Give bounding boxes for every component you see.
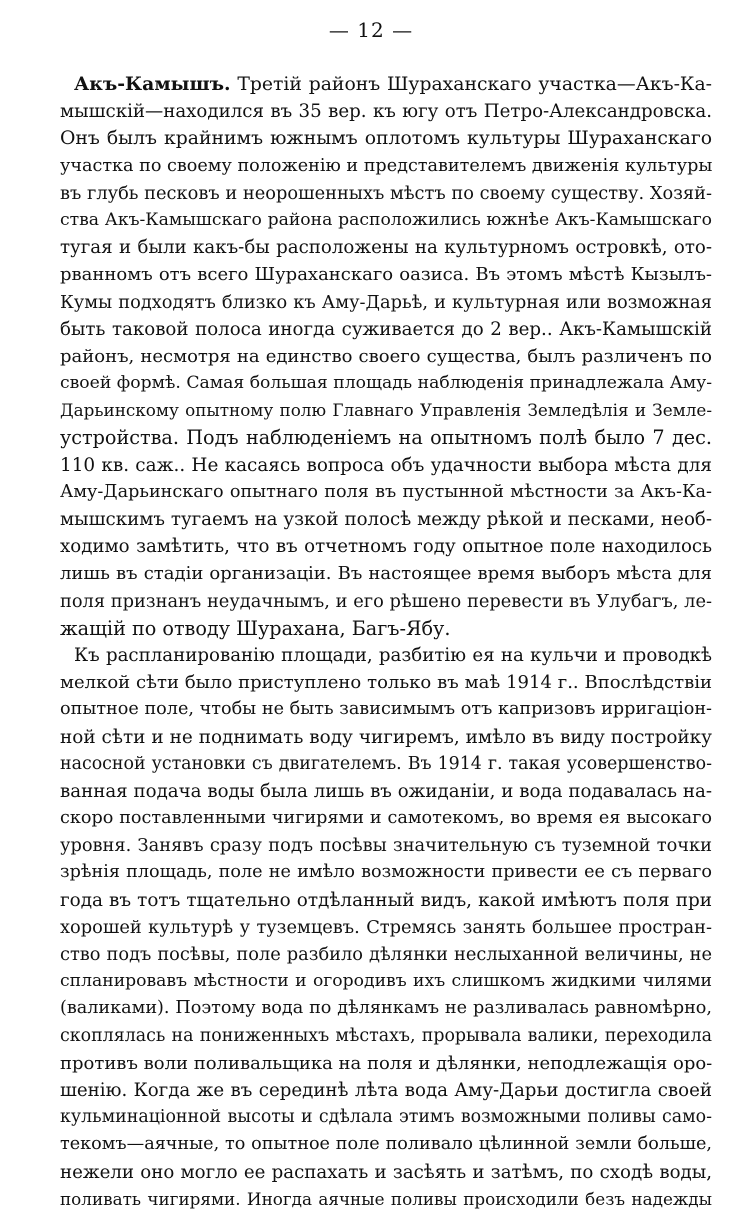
page-number: — 12 —: [328, 18, 414, 42]
text-line: районъ, несмотря на единство своего существа, былъ различенъ по: [60, 345, 712, 367]
text-line: жащій по отводу Шурахана, Багъ-Ябу.: [60, 616, 451, 640]
text-line: поля признанъ неудачнымъ, и его рѣшено перевести въ Улубагъ, ле-: [60, 590, 712, 612]
text-line: 110 кв. саж.. Не касаясь вопроса объ удачности выбора мѣста для: [60, 454, 712, 476]
text-line: мелкой сѣти было приступлено только въ маѣ 1914 г.. Впослѣдствіи: [60, 672, 712, 694]
text-line: спланировавъ мѣстности и огородивъ ихъ слишкомъ жидкими чилями: [60, 971, 712, 992]
text-line: кульминаціонной высоты и сдѣлала этимъ возможными поливы само-: [60, 1107, 712, 1128]
text-line: шенію. Когда же въ серединѣ лѣта вода Аму-Дарьи достигла своей: [60, 1079, 712, 1101]
text-line: года въ тотъ тщательно отдѣланный видъ, какой имѣютъ поля при: [60, 889, 712, 911]
text-line: ства Акъ-Камышскаго района расположились южнѣе Акъ-Камышскаго: [60, 209, 712, 230]
section-title: Акъ-Камышъ.: [74, 73, 231, 95]
text-line: Кумы подходятъ близко къ Аму-Дарьѣ, и культурная или возможная: [60, 291, 712, 313]
text-line: быть таковой полоса иногда суживается до 2 вер.. Акъ-Камышскій: [60, 318, 712, 340]
text-line: скоплялась на пониженныхъ мѣстахъ, прорывала валики, переходила: [60, 1025, 712, 1046]
text-line: Дарьинскому опытному полю Главнаго Управленія Земледѣлія и Земле-: [60, 400, 712, 421]
text-line: насосной установки съ двигателемъ. Въ 1914 г. такая усовершенство-: [60, 753, 712, 774]
text-line: тугая и были какъ-бы расположены на культурномъ островкѣ, ото-: [60, 237, 712, 259]
text-line: ство подъ посѣвы, поле разбило дѣлянки неслыханной величины, не: [60, 944, 712, 965]
text-line: ной сѣти и не поднимать воду чигиремъ, имѣло въ виду постройку: [60, 726, 712, 748]
text-line: противъ воли поливальщика на поля и дѣлянки, неподлежащія оро-: [60, 1052, 713, 1074]
text-line: ходимо замѣтить, что въ отчетномъ году опытное поле находилось: [60, 536, 712, 558]
text-line: рванномъ отъ всего Шураханскаго оазиса. Въ этомъ мѣстѣ Кызылъ-: [60, 264, 712, 286]
text-line: зрѣнія площадь, поле не имѣло возможности привести ее съ перваго: [60, 862, 712, 883]
text-line: (валиками). Поэтому вода по дѣлянкамъ не разливалась равномѣрно,: [60, 998, 712, 1019]
text-line: своей формѣ. Самая большая площадь наблюденія принадлежала Аму-: [60, 373, 712, 394]
text-line: участка по своему положенію и представителемъ движенія культуры: [60, 155, 713, 176]
text-line: скоро поставленными чигирями и самотекомъ, во время ея высокаго: [60, 808, 712, 829]
text-run: Третій районъ Шураханскаго участка—Акъ-Ка-: [230, 74, 712, 95]
text-line: [60, 71, 712, 98]
text-line: опытное поле, чтобы не быть зависимымъ отъ капризовъ ирригаціон-: [60, 699, 712, 720]
text-line: хорошей культурѣ у туземцевъ. Стремясь занять большее простран-: [60, 916, 712, 938]
text-line: Онъ былъ крайнимъ южнымъ оплотомъ культуры Шураханскаго: [60, 128, 712, 150]
text-line: мышскимъ тугаемъ на узкой полосѣ между рѣкой и песками, необ-: [60, 509, 712, 530]
text-line: устройства. Подъ наблюденіемъ на опытномъ полѣ было 7 дес.: [60, 426, 712, 450]
body-text: [60, 71, 712, 1213]
text-line: мышскій—находился въ 35 вер. къ югу отъ Петро-Александровска.: [60, 101, 712, 123]
text-line: Къ распланированію площади, разбитію ея на кульчи и проводкѣ: [74, 644, 712, 666]
text-line: лишь въ стадіи организаціи. Въ настоящее время выборъ мѣста для: [60, 563, 712, 585]
text-line: нежели оно могло ее распахать и засѣять и затѣмъ, по сходѣ воды,: [60, 1161, 712, 1183]
text-line: ванная подача воды была лишь въ ожиданіи, и вода подавалась на-: [60, 780, 712, 802]
text-line: въ глубь песковъ и неорошенныхъ мѣстъ по своему существу. Хозяй-: [60, 182, 712, 204]
text-line: поливать чигирями. Иногда аячные поливы происходили безъ надежды: [60, 1188, 712, 1209]
text-line: уровня. Занявъ сразу подъ посѣвы значительную съ туземной точки: [60, 835, 712, 857]
text-line: Аму-Дарьинскаго опытнаго поля въ пустынной мѣстности за Акъ-Ка-: [60, 481, 712, 502]
text-line: текомъ—аячные, то опытное поле поливало цѣлинной земли больше,: [60, 1134, 712, 1155]
